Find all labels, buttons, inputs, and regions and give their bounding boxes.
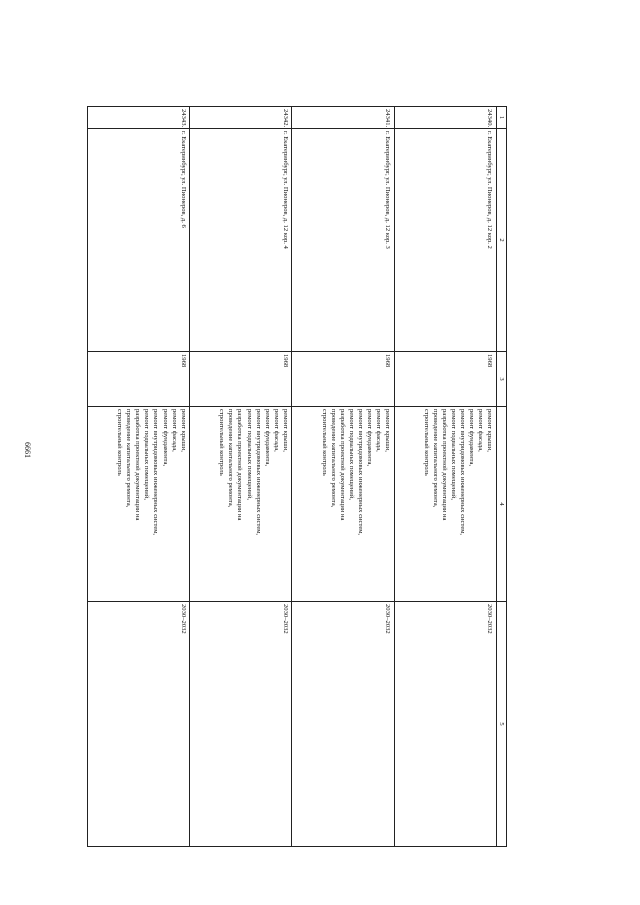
work-item: ремонт фасада, — [170, 409, 178, 452]
table-header-row — [496, 107, 506, 847]
row-number: 24343. — [88, 107, 190, 129]
work-item: ремонт крыши, — [486, 409, 494, 452]
rotated-table-page — [87, 106, 507, 846]
work-item: ремонт внутридомовых инженерных систем, — [254, 409, 262, 536]
address-cell: г. Екатеринбург, ул. Пионеров, д. 12 кор. 3 — [292, 129, 394, 352]
column-header: 2 — [496, 129, 506, 352]
period-cell: 2030–2032 — [88, 602, 190, 847]
column-header: 4 — [496, 407, 506, 602]
work-item: строительный контроль — [422, 409, 430, 476]
work-item: ремонт фундамента, — [366, 409, 373, 467]
work-item: ремонт подвальных помещений, — [450, 409, 458, 500]
year-cell: 1968 — [292, 352, 394, 407]
table-row — [190, 107, 292, 847]
work-item: проведение капитального ремонта, — [431, 409, 439, 508]
work-item: ремонт внутридомовых инженерных систем, — [356, 409, 364, 536]
period-cell: 2030–2032 — [394, 602, 496, 847]
table-row — [88, 107, 190, 847]
works-cell — [190, 407, 292, 602]
column-header: 3 — [496, 352, 506, 407]
works-cell — [88, 407, 190, 602]
work-item: проведение капитального ремонта, — [329, 409, 337, 508]
work-item: ремонт крыши, — [281, 409, 289, 452]
work-item: ремонт внутридомовых инженерных систем, — [152, 409, 160, 536]
work-item: ремонт подвальных помещений, — [245, 409, 253, 500]
table-row — [292, 107, 394, 847]
column-header: 5 — [496, 602, 506, 847]
work-item: ремонт фасада, — [477, 409, 485, 452]
work-item: ремонт фундамента, — [468, 409, 476, 467]
work-item: ремонт фасада, — [272, 409, 280, 452]
work-item: ремонт подвальных помещений, — [347, 409, 355, 500]
work-item: строительный контроль — [320, 409, 328, 476]
address-cell: г. Екатеринбург, ул. Пионеров, д. 12 кор. 4 — [190, 129, 292, 352]
column-header: 1 — [496, 107, 506, 129]
row-number: 24341. — [292, 107, 394, 129]
work-item: ремонт крыши, — [179, 409, 187, 452]
work-item: ремонт подвальных помещений, — [143, 409, 151, 500]
period-cell: 2030–2032 — [190, 602, 292, 847]
work-item: разработка проектной документации на — [236, 409, 244, 521]
work-item: разработка проектной документации на — [134, 409, 142, 521]
works-cell — [292, 407, 394, 602]
work-item: ремонт фундамента, — [263, 409, 271, 467]
work-item: разработка проектной документации на — [440, 409, 448, 521]
work-item: проведение капитального ремонта, — [227, 409, 235, 508]
work-item: строительный контроль — [218, 409, 226, 476]
year-cell: 1968 — [394, 352, 496, 407]
work-item: проведение капитального ремонта, — [125, 409, 133, 508]
period-cell: 2030–2032 — [292, 602, 394, 847]
row-number: 24340. — [394, 107, 496, 129]
work-item: ремонт фундамента, — [161, 409, 169, 467]
address-cell: г. Екатеринбург, ул. Пионеров, д. 6 — [88, 129, 190, 352]
table-row — [394, 107, 496, 847]
work-item: ремонт фасада, — [375, 409, 383, 452]
repair-schedule-table — [87, 106, 507, 847]
page-number: 6661 — [23, 442, 32, 458]
year-cell: 1968 — [88, 352, 190, 407]
works-cell — [394, 407, 496, 602]
address-cell: г. Екатеринбург, ул. Пионеров, д. 12 кор. 2 — [394, 129, 496, 352]
work-item: ремонт внутридомовых инженерных систем, — [459, 409, 467, 536]
row-number: 24342. — [190, 107, 292, 129]
work-item: разработка проектной документации на — [338, 409, 346, 521]
work-item: ремонт крыши, — [384, 409, 392, 452]
year-cell: 1968 — [190, 352, 292, 407]
work-item: строительный контроль — [116, 409, 124, 476]
